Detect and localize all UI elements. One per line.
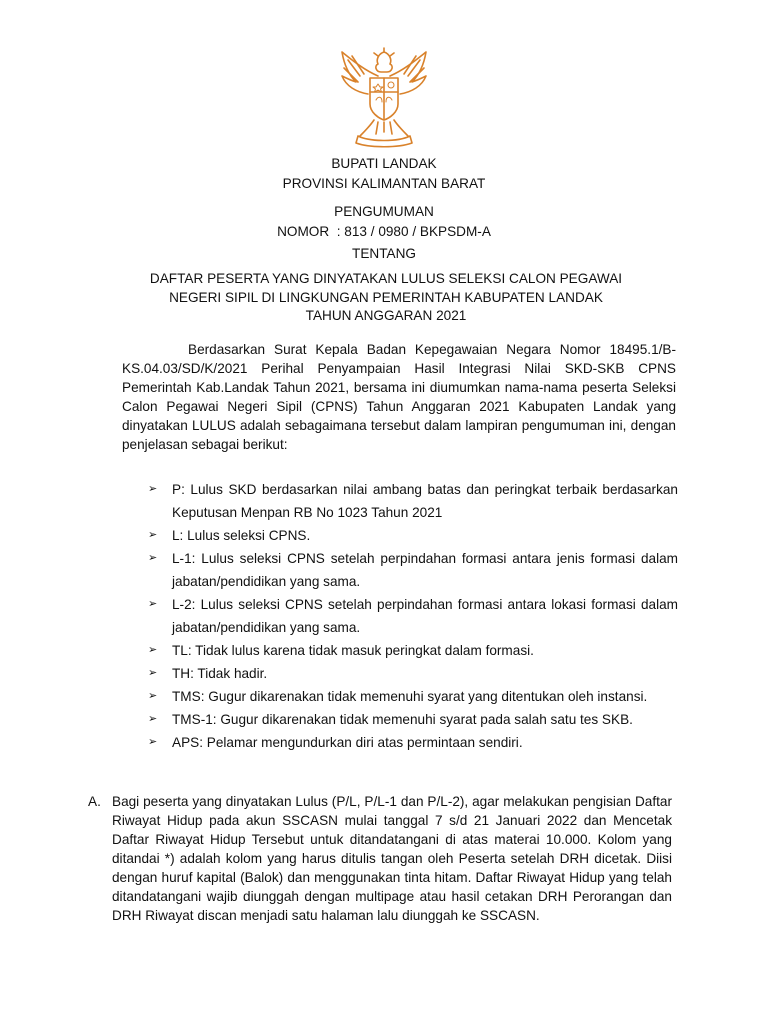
announcement-title: PENGUMUMAN — [334, 204, 434, 219]
section-a — [88, 792, 672, 925]
list-item: ➢ TMS: Gugur dikarenakan tidak memenuhi syarat yang ditentukan oleh instansi. — [148, 685, 678, 708]
list-item: ➢ L-2: Lulus seleksi CPNS setelah perpindahan formasi antara lokasi formasi dalam jabatan/pendidikan yang sama. — [148, 593, 678, 639]
regent-title: BUPATI LANDAK — [331, 156, 437, 171]
announcement-number: NOMOR : 813 / 0980 / BKPSDM-A — [277, 224, 491, 239]
letterhead — [0, 154, 768, 242]
list-item: ➢ TL: Tidak lulus karena tidak masuk peringkat dalam formasi. — [148, 639, 678, 662]
list-item: ➢ TH: Tidak hadir. — [148, 662, 678, 685]
arrow-bullet-icon: ➢ — [148, 667, 158, 679]
arrow-bullet-icon: ➢ — [148, 598, 158, 610]
subject-line-1: DAFTAR PESERTA YANG DINYATAKAN LULUS SELEKSI CALON PEGAWAI — [149, 271, 623, 286]
arrow-bullet-icon: ➢ — [148, 713, 158, 725]
arrow-bullet-icon: ➢ — [148, 483, 158, 495]
subject-line-3: TAHUN ANGGARAN 2021 — [305, 308, 467, 323]
about-heading: TENTANG — [352, 246, 416, 261]
list-item: ➢ APS: Pelamar mengundurkan diri atas permintaan sendiri. — [148, 731, 678, 754]
province-title: PROVINSI KALIMANTAN BARAT — [282, 176, 486, 191]
arrow-bullet-icon: ➢ — [148, 552, 158, 564]
subject-heading — [96, 270, 676, 326]
arrow-bullet-icon: ➢ — [148, 644, 158, 656]
status-legend-list — [148, 478, 678, 754]
section-a-text: Bagi peserta yang dinyatakan Lulus (P/L, P/L-1 dan P/L-2), agar melakukan pengisian Daftar Riwayat Hidup pada akun SSCASN mulai tanggal 7 s/d 21 Januari 2022 dan Mencetak Daftar Riwayat Hidup Tersebut untuk ditandatangani di atas materai 10.000. Kolom yang ditandai *) adalah kolom yang harus ditulis tangan oleh Peserta setelah DRH dicetak. Diisi dengan huruf kapital (Balok) dan menggunakan tinta hitam. Daftar Riwayat Hidup yang telah ditandatangani wajib diunggah dengan multipage atau hasil cetakan DRH Perorangan dan DRH Riwayat discan menjadi satu halaman lalu diunggah ke SSCASN. — [112, 794, 672, 923]
arrow-bullet-icon: ➢ — [148, 690, 158, 702]
list-item: ➢ L-1: Lulus seleksi CPNS setelah perpindahan formasi antara jenis formasi dalam jabatan/pendidikan yang sama. — [148, 547, 678, 593]
list-item: ➢ TMS-1: Gugur dikarenakan tidak memenuhi syarat pada salah satu tes SKB. — [148, 708, 678, 731]
section-a-label: A. — [88, 794, 101, 809]
arrow-bullet-icon: ➢ — [148, 736, 158, 748]
arrow-bullet-icon: ➢ — [148, 529, 158, 541]
list-item: ➢ L: Lulus seleksi CPNS. — [148, 524, 678, 547]
intro-paragraph: Berdasarkan Surat Kepala Badan Kepegawaian Negara Nomor 18495.1/B-KS.04.03/SD/K/2021 Perihal Penyampaian Hasil Integrasi Nilai SKD-SKB CPNS Pemerintah Kab.Landak Tahun 2021, bersama ini diumumkan nama-nama peserta Seleksi Calon Pegawai Negeri Sipil (CPNS) Tahun Anggaran 2021 Kabupaten Landak yang dinyatakan LULUS adalah sebagaimana tersebut dalam lampiran pengumuman ini, dengan penjelasan sebagai berikut: — [122, 342, 676, 452]
garuda-emblem-icon — [334, 46, 434, 148]
list-item: ➢ P: Lulus SKD berdasarkan nilai ambang batas dan peringkat terbaik berdasarkan Keputusan Menpan RB No 1023 Tahun 2021 — [148, 478, 678, 524]
subject-line-2: NEGERI SIPIL DI LINGKUNGAN PEMERINTAH KABUPATEN LANDAK — [169, 289, 603, 305]
